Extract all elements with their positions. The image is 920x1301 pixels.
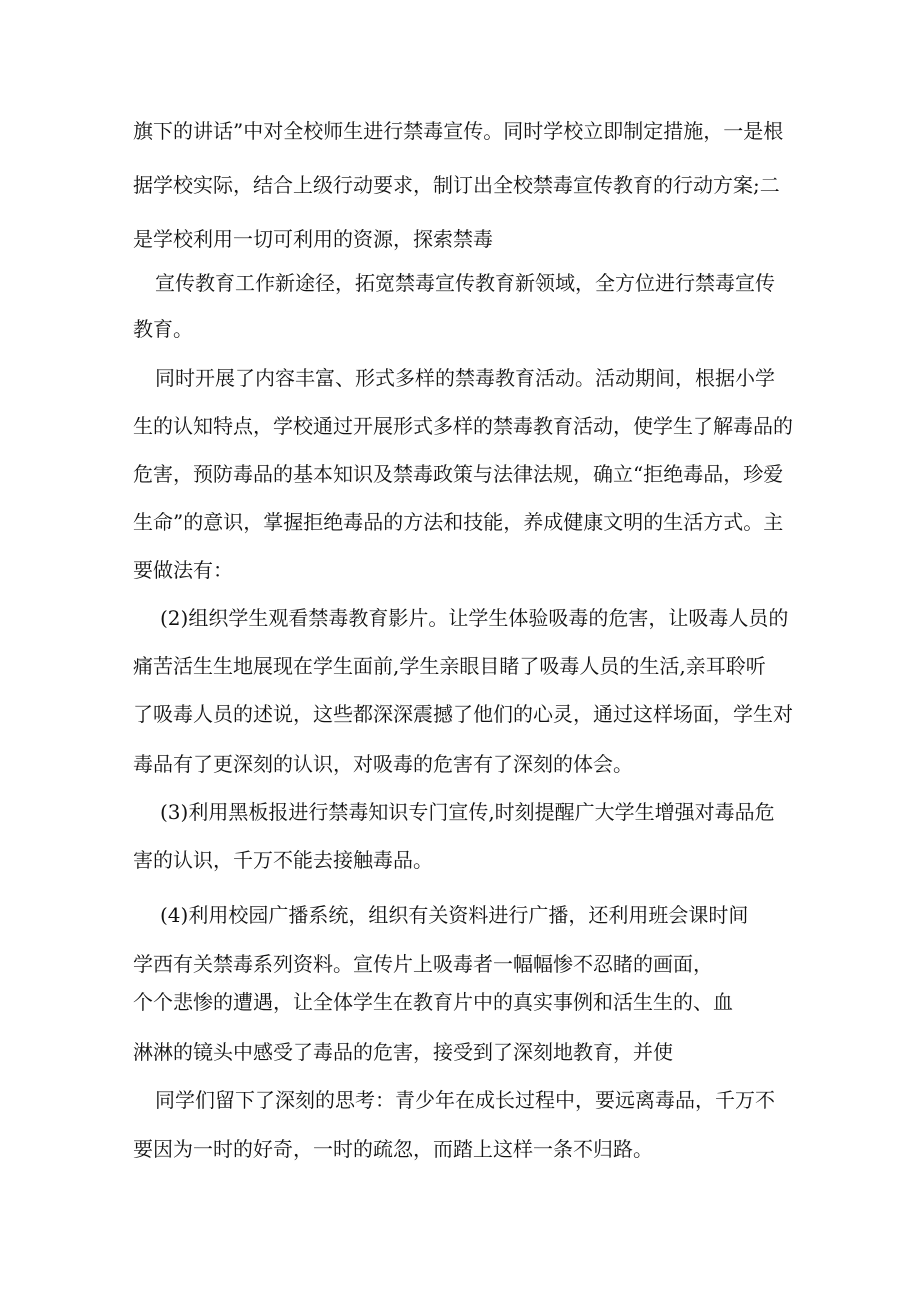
text-line: 淋淋的镜头中感受了毒品的危害，接受到了深刻地教育，并使 [133,1040,673,1064]
text-line: 旗下的讲话”中对全校师生进行禁毒宣传。同时学校立即制定措施，一是根 [133,119,784,143]
text-line: 同时开展了内容丰富、形式多样的禁毒教育活动。活动期间，根据小学 [155,366,775,390]
text-line: 个个悲惨的遭遇，让全体学生在教育片中的真实事例和活生生的、血 [133,990,733,1014]
text-line: 害的认识，千万不能去接触毒品。 [133,848,433,872]
text-line: 痛苦活生生地展现在学生面前,学生亲眼目睹了吸毒人员的生活,亲耳聆听 [133,654,766,678]
text-line: 据学校实际，结合上级行动要求，制订出全校禁毒宣传教育的行动方案;二 [133,173,780,197]
text-line: (4)利用校园广播系统，组织有关资料进行广播，还利用班会课时间 [160,903,749,927]
text-line: (3)利用黑板报进行禁毒知识专门宣传,时刻提醒广大学生增强对毒品危 [160,800,775,824]
text-line: 生的认知特点，学校通过开展形式多样的禁毒教育活动，使学生了解毒品的 [133,414,793,438]
text-line: 教育。 [133,317,193,341]
text-line: (2)组织学生观看禁毒教育影片。让学生体验吸毒的危害，让吸毒人员的 [160,606,789,630]
text-line: 了吸毒人员的述说，这些都深深震撼了他们的心灵，通过这样场面，学生对 [133,702,793,726]
text-line: 是学校利用一切可利用的资源，探索禁毒 [133,227,493,251]
text-line: 要做法有： [133,558,233,582]
text-line: 毒品有了更深刻的认识，对吸毒的危害有了深刻的体会。 [133,752,633,776]
text-line: 危害，预防毒品的基本知识及禁毒政策与法律法规，确立“拒绝毒品，珍爱 [133,462,784,486]
text-line: 同学们留下了深刻的思考：青少年在成长过程中，要远离毒品，千万不 [155,1088,775,1112]
text-line: 要因为一时的好奇，一时的疏忽，而踏上这样一条不归路。 [133,1137,653,1161]
text-line: 生命”的意识，掌握拒绝毒品的方法和技能，养成健康文明的生活方式。主 [133,510,784,534]
text-line: 宣传教育工作新途径，拓宽禁毒宣传教育新领域，全方位进行禁毒宣传 [155,271,775,295]
text-line: 学西有关禁毒系列资料。宣传片上吸毒者一幅幅惨不忍睹的画面， [133,952,713,976]
